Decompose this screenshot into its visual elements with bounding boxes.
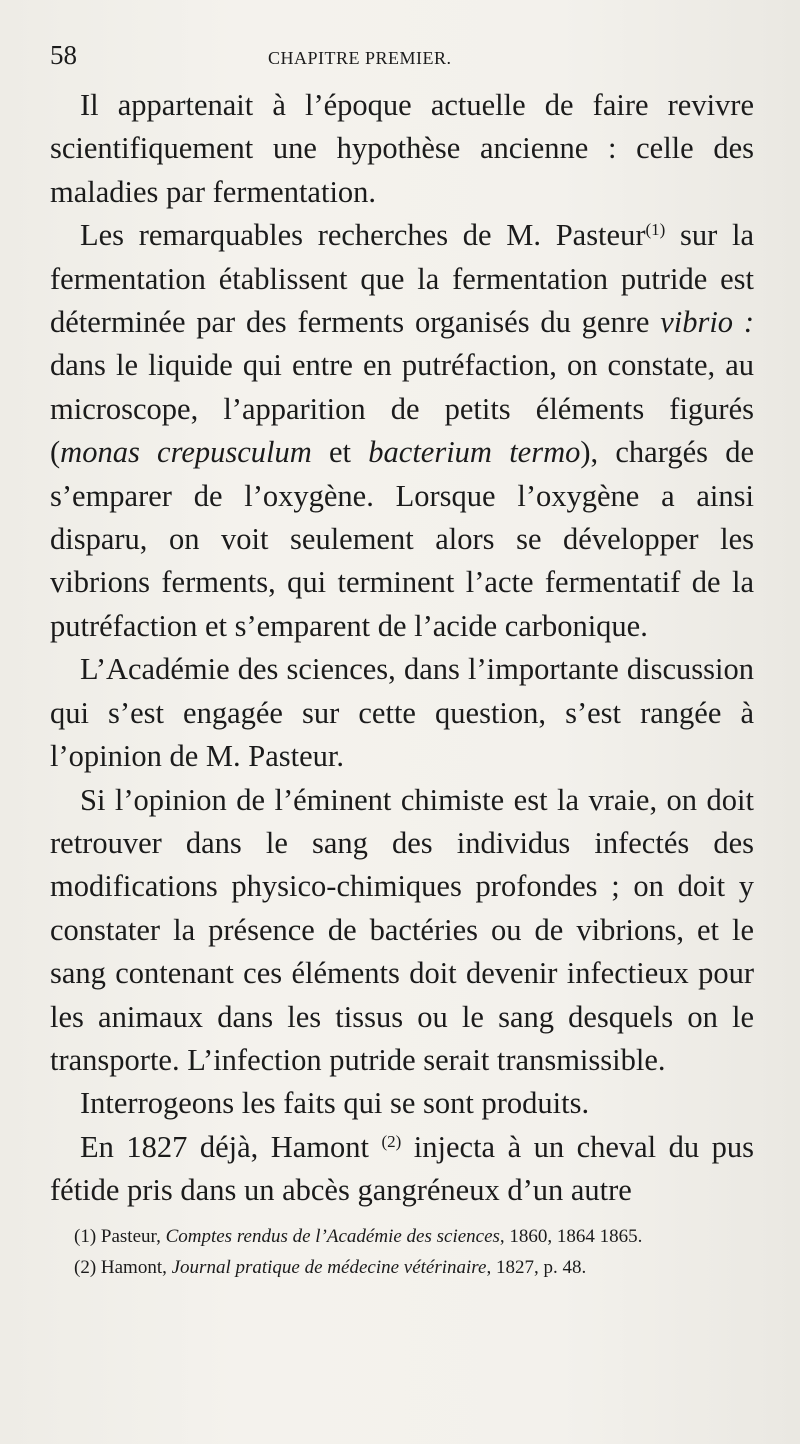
footnote-ref: (2) <box>381 1131 402 1151</box>
italic-text: vibrio : <box>660 305 754 340</box>
page-header <box>50 40 754 84</box>
italic-text: monas crepusculum <box>60 435 312 470</box>
page-number: 58 <box>50 40 77 70</box>
footnote <box>50 1223 754 1250</box>
text-span: Interrogeons les faits qui se sont produits. <box>80 1086 590 1121</box>
italic-text: bacterium termo <box>368 435 581 470</box>
text-span: Il appartenait à l’époque actuelle de faire revivre scientifiquement une hypothèse ancienne : celle des maladies par fermentation. <box>50 88 754 209</box>
footnote-ref: (1) <box>645 220 666 240</box>
paragraph <box>50 1082 754 1125</box>
paragraph <box>50 779 754 1083</box>
paragraph <box>50 214 754 648</box>
text-span: (2) Hamont, <box>74 1256 172 1278</box>
text-span: ), chargés de s’emparer de l’oxygène. Lorsque l’oxygène a ainsi disparu, on voit seulement alors se développer les vibrions ferments, qui terminent l’acte fermentatif de la putréfaction et s’emparent de l’acide carbonique. <box>50 435 754 643</box>
text-span: et <box>311 435 369 470</box>
text-span: sur la fermentation établissent que la fermentation putride est déterminée par des ferments organisés du genre <box>50 218 754 340</box>
italic-text: Comptes rendus de l’Académie des sciences <box>165 1225 500 1247</box>
text-span: Les remarquables recherches de M. Pasteur <box>80 218 646 253</box>
text-span: Si l’opinion de l’éminent chimiste est la vraie, on doit retrouver dans le sang des individus infectés des modifications physico-chimiques profondes ; on doit y constater la présence de bactéries ou de vibrions, et le sang contenant ces éléments doit devenir infectieux pour les animaux dans les tissus ou le sang desquels on le transporte. L’infection putride serait transmissible. <box>50 782 754 1077</box>
text-span: L’Académie des sciences, dans l’importante discussion qui s’est engagée sur cette question, s’est rangée à l’opinion de M. Pasteur. <box>50 652 754 774</box>
body-text <box>50 84 754 1213</box>
text-span: dans le liquide qui entre en putréfaction, on constate, au microscope, l’apparition de petits éléments figurés ( <box>50 348 754 470</box>
footnotes <box>50 1223 754 1281</box>
footnote <box>50 1254 754 1281</box>
paragraph <box>50 84 754 214</box>
paragraph <box>50 1126 754 1213</box>
running-head: CHAPITRE PREMIER. <box>268 48 452 68</box>
text-span: En 1827 déjà, Hamont <box>80 1129 382 1164</box>
text-span: injecta à un cheval du pus fétide pris dans un abcès gangréneux d’un autre <box>50 1129 754 1208</box>
text-span: (1) Pasteur, <box>74 1225 166 1247</box>
text-span: , 1860, 1864 1865. <box>499 1225 643 1247</box>
italic-text: Journal pratique de médecine vétérinaire <box>171 1256 487 1278</box>
paragraph <box>50 648 754 778</box>
text-span: , 1827, p. 48. <box>486 1256 587 1278</box>
